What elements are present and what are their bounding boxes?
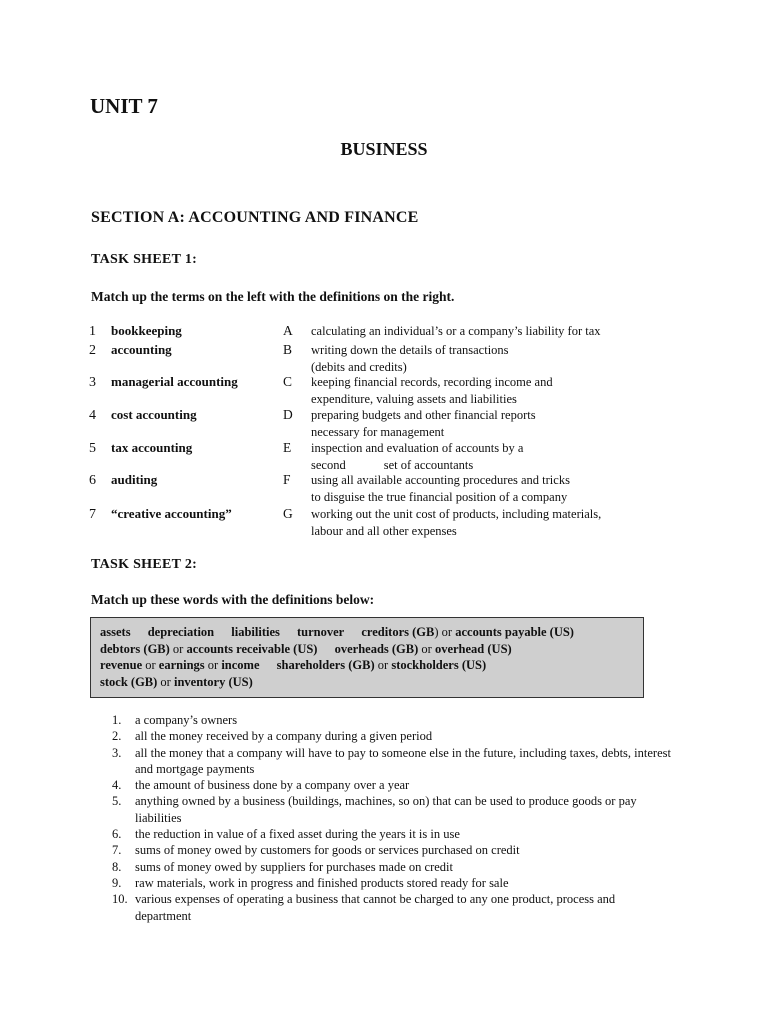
definition-line: inspection and evaluation of accounts by a — [311, 441, 524, 455]
list-number: 7. — [112, 843, 122, 858]
list-item — [112, 712, 672, 728]
list-text: sums of money owed by customers for goods or services purchased on credit — [135, 843, 520, 858]
list-item — [112, 728, 672, 744]
list-item — [112, 745, 672, 778]
definition-line: preparing budgets and other financial reports — [311, 408, 536, 422]
definition-text — [311, 472, 570, 505]
list-text: anything owned by a business (buildings, machines, so on) that can be used to produce goods or pay liabilities — [135, 794, 637, 825]
list-number: 5. — [112, 794, 122, 809]
term-label: cost accounting — [111, 407, 197, 422]
definition-line: working out the unit cost of products, including materials, — [311, 507, 602, 521]
definition-line: to disguise the true financial position of a company — [311, 489, 568, 504]
list-number: 4. — [112, 778, 122, 793]
term-number: 3 — [89, 375, 96, 390]
definition-line: expenditure, valuing assets and liabilities — [311, 391, 517, 406]
term-label: managerial accounting — [111, 374, 238, 389]
task-sheet-2-instruction: Match up these words with the definitions below: — [91, 592, 375, 607]
word-bank-term: liabilities — [231, 625, 280, 639]
definition-text — [311, 506, 601, 539]
word-bank-term: creditors (GB — [361, 625, 435, 639]
word-bank-line — [100, 641, 634, 658]
list-item — [112, 859, 672, 875]
task-sheet-1-title: TASK SHEET 1: — [91, 252, 198, 267]
term-label: “creative accounting” — [111, 506, 232, 521]
definition-text — [311, 440, 523, 473]
word-bank-box — [90, 617, 644, 698]
list-item — [112, 891, 672, 924]
word-bank-term: overhead (US) — [434, 641, 512, 656]
word-bank-term: depreciation — [147, 625, 215, 639]
word-bank-term: stock (GB) — [100, 674, 158, 689]
word-bank-term: revenue — [100, 658, 143, 672]
list-text: sums of money owed by suppliers for purchases made on credit — [135, 859, 453, 874]
word-bank-connector: or — [377, 658, 389, 672]
word-bank-line — [100, 657, 634, 674]
list-number: 3. — [112, 745, 122, 760]
word-bank-term: accounts payable (US) — [455, 625, 574, 639]
section-heading: SECTION A: ACCOUNTING AND FINANCE — [91, 209, 419, 226]
word-bank-term: inventory (US) — [173, 674, 253, 689]
word-bank-term: stockholders (US) — [391, 658, 487, 672]
term-label: tax accounting — [111, 440, 193, 455]
list-text: a company’s owners — [135, 713, 238, 727]
term-label: accounting — [111, 342, 172, 357]
list-number: 10. — [112, 892, 128, 907]
word-bank-line — [100, 674, 634, 691]
term-number: 5 — [89, 441, 96, 456]
definition-line: writing down the details of transactions — [311, 343, 509, 357]
list-number: 6. — [112, 827, 122, 842]
term-label: auditing — [111, 472, 158, 487]
list-item — [112, 875, 672, 891]
list-item — [112, 826, 672, 842]
definition-line: set of accountants — [383, 457, 474, 472]
definition-letter: A — [283, 323, 293, 338]
word-bank-connector: or — [172, 641, 184, 656]
definition-letter: B — [283, 342, 293, 357]
word-bank-term: assets — [100, 625, 131, 639]
list-text: the reduction in value of a fixed asset during the years it is in use — [135, 827, 460, 842]
word-bank-term: accounts receivable (US) — [186, 641, 318, 656]
list-item — [112, 777, 672, 793]
list-number: 2. — [112, 729, 122, 744]
definition-line: necessary for management — [311, 424, 445, 439]
definition-letter: D — [283, 407, 293, 422]
unit-heading: UNIT 7 — [90, 94, 158, 118]
task-sheet-2-title: TASK SHEET 2: — [91, 557, 198, 572]
list-number: 8. — [112, 859, 122, 874]
word-bank-connector: or — [207, 658, 219, 672]
definition-line: keeping financial records, recording income and — [311, 375, 553, 389]
term-number: 2 — [89, 343, 96, 358]
list-text: raw materials, work in progress and finished products stored ready for sale — [135, 875, 509, 890]
word-bank-connector: ) — [434, 625, 439, 639]
list-number: 9. — [112, 875, 122, 890]
definition-text — [311, 374, 553, 407]
definition-letter: G — [283, 506, 293, 521]
word-bank-term: turnover — [297, 625, 345, 639]
word-bank-term: earnings — [158, 658, 205, 672]
definition-text — [311, 342, 509, 375]
definitions-list — [112, 712, 672, 924]
list-item — [112, 793, 672, 826]
list-text: all the money that a company will have to pay to someone else in the future, including taxes, debts, interest and mortgage payments — [135, 745, 671, 776]
word-bank-line — [100, 624, 634, 641]
definition-text: calculating an individual’s or a company’s liability for tax — [311, 324, 601, 338]
term-number: 7 — [89, 507, 96, 522]
definition-text — [311, 407, 536, 440]
word-bank-connector: or — [421, 641, 432, 656]
term-label: bookkeeping — [111, 323, 182, 338]
word-bank-term: income — [221, 658, 260, 672]
list-text: the amount of business done by a company over a year — [135, 778, 410, 793]
definition-line: (debits and credits) — [311, 359, 407, 374]
term-number: 1 — [89, 324, 96, 339]
word-bank-term: debtors (GB) — [100, 641, 170, 656]
definition-line: second — [311, 457, 346, 472]
word-bank-term: shareholders (GB) — [276, 658, 375, 672]
term-number: 4 — [89, 408, 96, 423]
word-bank-term: overheads (GB) — [334, 641, 419, 656]
term-number: 6 — [89, 473, 96, 488]
task-sheet-1-instruction: Match up the terms on the left with the definitions on the right. — [91, 289, 455, 304]
definition-line: labour and all other expenses — [311, 523, 457, 538]
word-bank-connector: or — [160, 674, 171, 689]
definition-line: using all available accounting procedures and tricks — [311, 473, 570, 487]
list-number: 1. — [112, 713, 122, 727]
list-text: various expenses of operating a business that cannot be charged to any one product, process and department — [135, 892, 616, 923]
definition-letter: F — [283, 472, 291, 487]
list-item — [112, 842, 672, 858]
page-title: BUSINESS — [340, 139, 428, 159]
list-text: all the money received by a company during a given period — [135, 729, 433, 744]
definition-letter: E — [283, 440, 292, 455]
word-bank-connector: or — [145, 658, 156, 672]
word-bank-connector: or — [441, 625, 453, 639]
definition-letter: C — [283, 374, 293, 389]
